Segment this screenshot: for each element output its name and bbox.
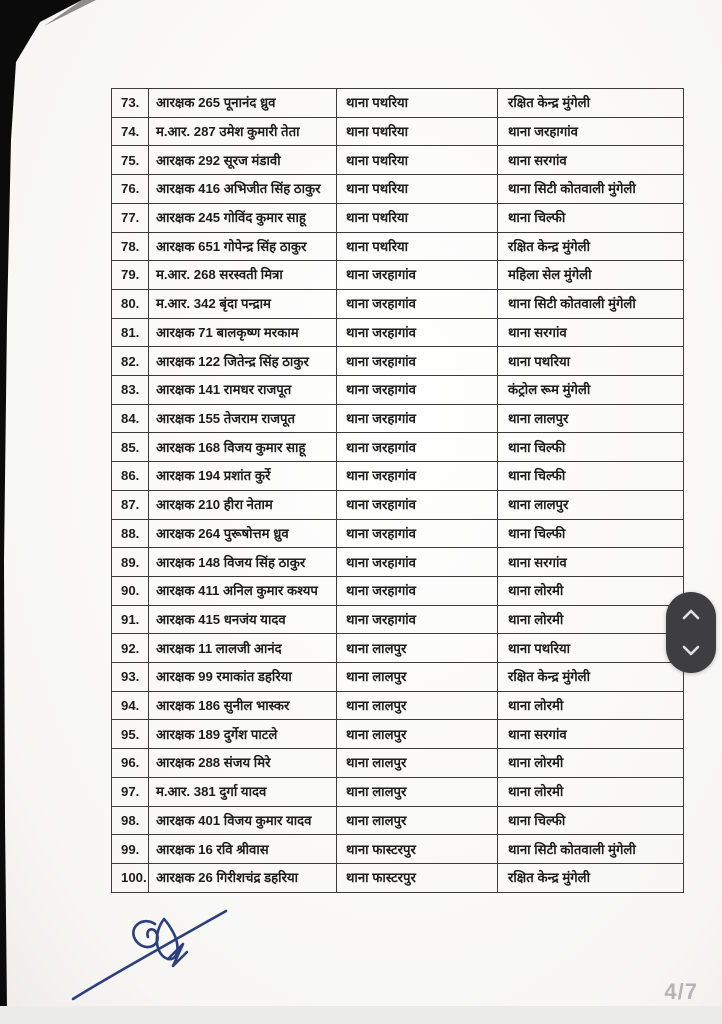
cell-serial: 88.: [112, 519, 149, 548]
cell-new-posting: थाना सिटी कोतवाली मुंगेली: [498, 175, 684, 204]
cell-serial: 75.: [112, 146, 149, 175]
cell-name: आरक्षक 168 विजय कुमार साहू: [149, 433, 337, 462]
chevron-down-icon: [681, 645, 701, 657]
cell-serial: 100.: [112, 863, 149, 892]
cell-name: आरक्षक 401 विजय कुमार यादव: [149, 806, 337, 835]
cell-name: आरक्षक 99 रमाकांत डहरिया: [149, 663, 337, 692]
table-row: [112, 863, 684, 892]
cell-current-posting: थाना जरहागांव: [337, 605, 498, 634]
cell-serial: 83.: [112, 376, 149, 405]
cell-new-posting: थाना सिटी कोतवाली मुंगेली: [498, 835, 684, 864]
cell-serial: 87.: [112, 490, 149, 519]
table-row: [112, 433, 684, 462]
cell-serial: 77.: [112, 203, 149, 232]
cell-new-posting: थाना लोरमी: [498, 605, 684, 634]
cell-serial: 85.: [112, 433, 149, 462]
cell-current-posting: थाना पथरिया: [337, 117, 498, 146]
cell-name: आरक्षक 26 गिरीशचंद्र डहरिया: [149, 863, 337, 892]
table-row: [112, 749, 684, 778]
cell-current-posting: थाना लालपुर: [337, 634, 498, 663]
table-row: [112, 462, 684, 491]
table-row: [112, 232, 684, 261]
cell-current-posting: थाना लालपुर: [337, 777, 498, 806]
table-row: [112, 175, 684, 204]
page-indicator: 4/7: [664, 979, 698, 1004]
cell-serial: 84.: [112, 404, 149, 433]
table-row: [112, 605, 684, 634]
cell-name: आरक्षक 155 तेजराम राजपूत: [149, 404, 337, 433]
cell-serial: 92.: [112, 634, 149, 663]
cell-serial: 95.: [112, 720, 149, 749]
cell-current-posting: थाना जरहागांव: [337, 289, 498, 318]
cell-new-posting: थाना लोरमी: [498, 576, 684, 605]
table-row: [112, 146, 684, 175]
cell-current-posting: थाना जरहागांव: [337, 318, 498, 347]
cell-new-posting: थाना सिटी कोतवाली मुंगेली: [498, 289, 684, 318]
cell-name: म.आर. 381 दुर्गा यादव: [149, 777, 337, 806]
cell-current-posting: थाना पथरिया: [337, 203, 498, 232]
cell-new-posting: थाना चिल्फी: [498, 433, 684, 462]
cell-name: म.आर. 268 सरस्वती मित्रा: [149, 261, 337, 290]
table-row: [112, 519, 684, 548]
cell-name: आरक्षक 16 रवि श्रीवास: [149, 835, 337, 864]
cell-new-posting: थाना लोरमी: [498, 777, 684, 806]
cell-name: आरक्षक 288 संजय मिरे: [149, 749, 337, 778]
cell-name: आरक्षक 264 पुरूषोत्तम ध्रुव: [149, 519, 337, 548]
cell-current-posting: थाना लालपुर: [337, 806, 498, 835]
cell-current-posting: थाना जरहागांव: [337, 376, 498, 405]
table-row: [112, 490, 684, 519]
cell-serial: 91.: [112, 605, 149, 634]
cell-current-posting: थाना लालपुर: [337, 720, 498, 749]
table-row: [112, 261, 684, 290]
cell-current-posting: थाना लालपुर: [337, 691, 498, 720]
cell-new-posting: थाना चिल्फी: [498, 203, 684, 232]
cell-name: आरक्षक 265 पूनानंद ध्रुव: [149, 89, 337, 118]
table-row: [112, 720, 684, 749]
cell-serial: 99.: [112, 835, 149, 864]
cell-new-posting: थाना सरगांव: [498, 720, 684, 749]
cell-name: आरक्षक 186 सुनील भास्कर: [149, 691, 337, 720]
cell-new-posting: कंट्रोल रूम मुंगेली: [498, 376, 684, 405]
cell-new-posting: थाना चिल्फी: [498, 806, 684, 835]
cell-new-posting: थाना सरगांव: [498, 318, 684, 347]
signature-ink: [60, 893, 305, 1011]
cell-serial: 78.: [112, 232, 149, 261]
cell-current-posting: थाना जरहागांव: [337, 462, 498, 491]
cell-name: आरक्षक 415 धनजंय यादव: [149, 605, 337, 634]
cell-new-posting: थाना पथरिया: [498, 347, 684, 376]
cell-new-posting: थाना लोरमी: [498, 749, 684, 778]
cell-serial: 82.: [112, 347, 149, 376]
cell-name: आरक्षक 11 लालजी आनंद: [149, 634, 337, 663]
chevron-up-icon: [681, 608, 701, 620]
cell-new-posting: थाना चिल्फी: [498, 519, 684, 548]
table-row: [112, 576, 684, 605]
cell-serial: 89.: [112, 548, 149, 577]
cell-new-posting: थाना चिल्फी: [498, 462, 684, 491]
photo-bottom-edge: [0, 1006, 722, 1024]
cell-serial: 86.: [112, 462, 149, 491]
cell-serial: 96.: [112, 749, 149, 778]
table-row: [112, 203, 684, 232]
cell-name: आरक्षक 411 अनिल कुमार कश्यप: [149, 576, 337, 605]
cell-serial: 73.: [112, 89, 149, 118]
transfer-table: [111, 88, 684, 893]
cell-new-posting: रक्षित केन्द्र मुंगेली: [498, 232, 684, 261]
table-row: [112, 347, 684, 376]
cell-current-posting: थाना जरहागांव: [337, 347, 498, 376]
cell-serial: 76.: [112, 175, 149, 204]
cell-new-posting: थाना लालपुर: [498, 404, 684, 433]
cell-current-posting: थाना पथरिया: [337, 232, 498, 261]
cell-name: म.आर. 287 उमेश कुमारी तेता: [149, 117, 337, 146]
cell-current-posting: थाना लालपुर: [337, 749, 498, 778]
table-row: [112, 663, 684, 692]
table-row: [112, 806, 684, 835]
table-row: [112, 777, 684, 806]
table-row: [112, 835, 684, 864]
cell-name: आरक्षक 416 अभिजीत सिंह ठाकुर: [149, 175, 337, 204]
cell-name: म.आर. 342 बृंदा पन्द्राम: [149, 289, 337, 318]
scroll-pill: [666, 592, 716, 673]
cell-name: आरक्षक 122 जितेन्द्र सिंह ठाकुर: [149, 347, 337, 376]
cell-current-posting: थाना जरहागांव: [337, 576, 498, 605]
cell-name: आरक्षक 194 प्रशांत कुर्रे: [149, 462, 337, 491]
cell-name: आरक्षक 210 हीरा नेताम: [149, 490, 337, 519]
table-row: [112, 548, 684, 577]
cell-new-posting: महिला सेल मुंगेली: [498, 261, 684, 290]
cell-current-posting: थाना जरहागांव: [337, 404, 498, 433]
cell-name: आरक्षक 189 दुर्गेश पाटले: [149, 720, 337, 749]
table-row: [112, 376, 684, 405]
cell-current-posting: थाना पथरिया: [337, 89, 498, 118]
cell-serial: 97.: [112, 777, 149, 806]
cell-serial: 79.: [112, 261, 149, 290]
table-row: [112, 404, 684, 433]
cell-serial: 80.: [112, 289, 149, 318]
cell-name: आरक्षक 651 गोपेन्द्र सिंह ठाकुर: [149, 232, 337, 261]
cell-name: आरक्षक 245 गोविंद कुमार साहू: [149, 203, 337, 232]
cell-new-posting: थाना जरहागांव: [498, 117, 684, 146]
cell-new-posting: थाना सरगांव: [498, 548, 684, 577]
cell-name: आरक्षक 71 बालकृष्ण मरकाम: [149, 318, 337, 347]
cell-current-posting: थाना लालपुर: [337, 663, 498, 692]
cell-name: आरक्षक 292 सूरज मंडावी: [149, 146, 337, 175]
cell-serial: 94.: [112, 691, 149, 720]
cell-new-posting: थाना लालपुर: [498, 490, 684, 519]
cell-current-posting: थाना जरहागांव: [337, 548, 498, 577]
cell-new-posting: थाना पथरिया: [498, 634, 684, 663]
cell-new-posting: रक्षित केन्द्र मुंगेली: [498, 89, 684, 118]
cell-current-posting: थाना जरहागांव: [337, 261, 498, 290]
table-row: [112, 117, 684, 146]
cell-current-posting: थाना जरहागांव: [337, 519, 498, 548]
scroll-up-button[interactable]: [674, 599, 708, 629]
cell-serial: 98.: [112, 806, 149, 835]
cell-current-posting: थाना फास्टरपुर: [337, 863, 498, 892]
table-row: [112, 89, 684, 118]
photo-corner-background: [0, 0, 120, 1010]
cell-serial: 74.: [112, 117, 149, 146]
cell-current-posting: थाना फास्टरपुर: [337, 835, 498, 864]
table-row: [112, 634, 684, 663]
cell-serial: 81.: [112, 318, 149, 347]
cell-serial: 90.: [112, 576, 149, 605]
cell-current-posting: थाना जरहागांव: [337, 490, 498, 519]
scroll-down-button[interactable]: [674, 636, 708, 666]
table-row: [112, 289, 684, 318]
table-row: [112, 318, 684, 347]
cell-current-posting: थाना पथरिया: [337, 175, 498, 204]
cell-current-posting: थाना पथरिया: [337, 146, 498, 175]
cell-new-posting: रक्षित केन्द्र मुंगेली: [498, 863, 684, 892]
cell-serial: 93.: [112, 663, 149, 692]
cell-new-posting: रक्षित केन्द्र मुंगेली: [498, 663, 684, 692]
cell-current-posting: थाना जरहागांव: [337, 433, 498, 462]
cell-new-posting: थाना लोरमी: [498, 691, 684, 720]
cell-name: आरक्षक 148 विजय सिंह ठाकुर: [149, 548, 337, 577]
cell-name: आरक्षक 141 रामधर राजपूत: [149, 376, 337, 405]
table-row: [112, 691, 684, 720]
transfer-table-body: [112, 89, 684, 893]
cell-new-posting: थाना सरगांव: [498, 146, 684, 175]
